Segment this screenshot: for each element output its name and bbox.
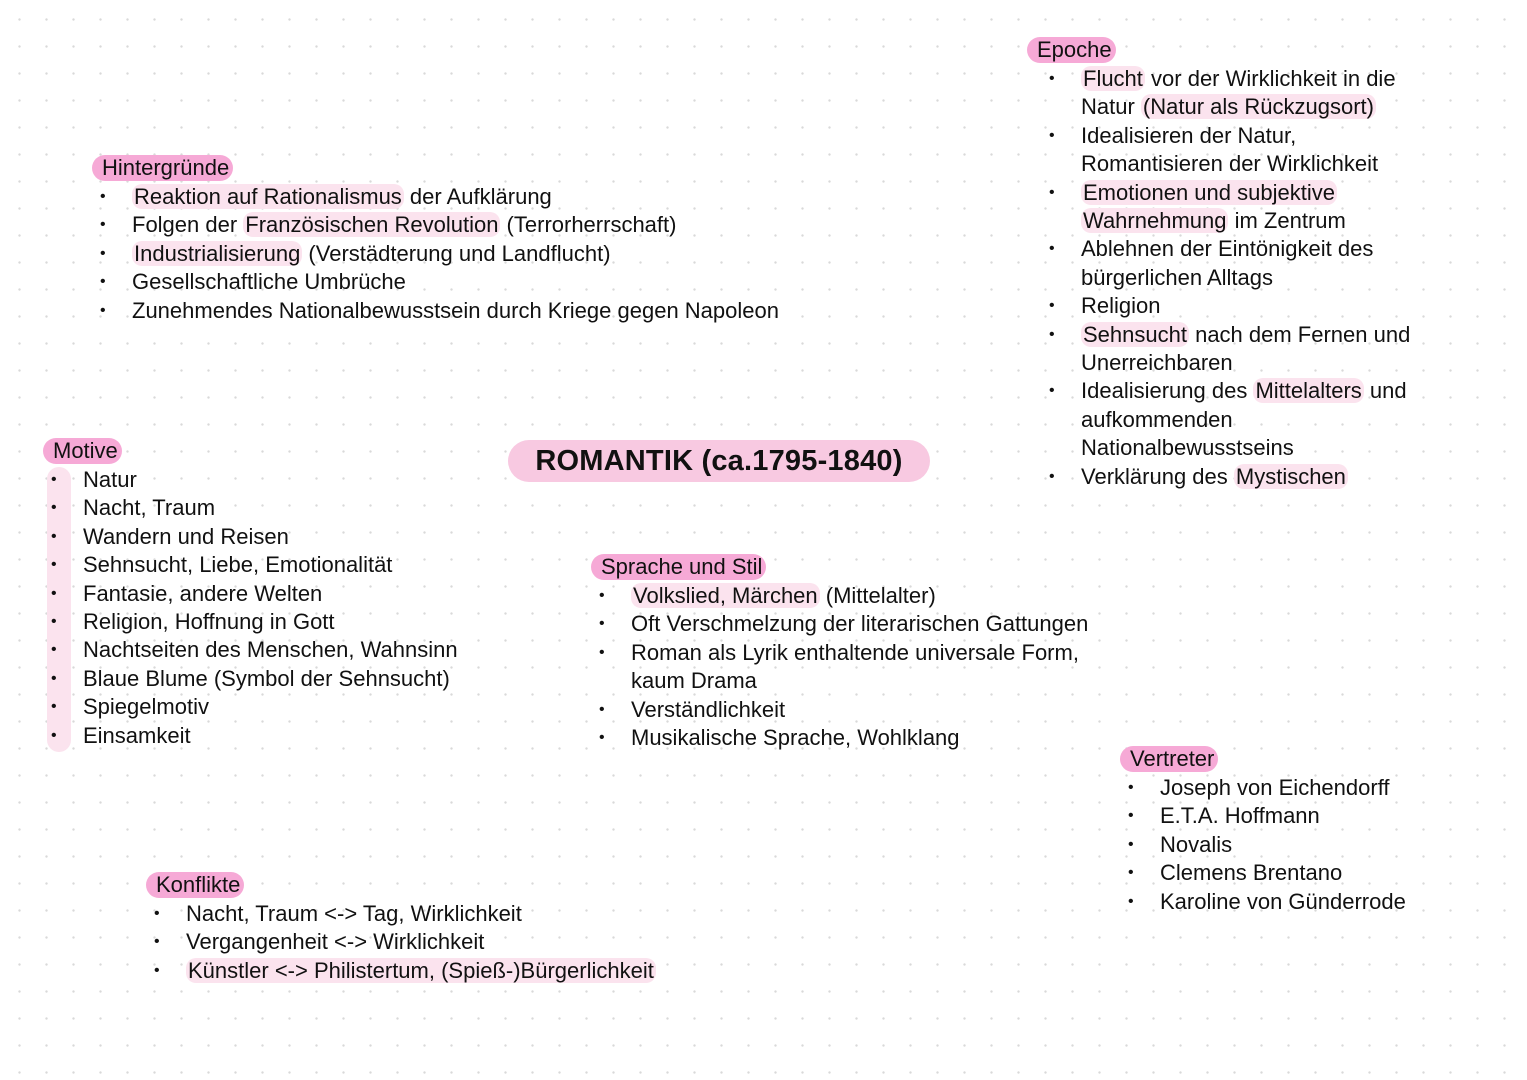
list-item: • Nacht, Traum <-> Tag, Wirklichkeit xyxy=(146,900,656,928)
list-item: • Roman als Lyrik enthaltende universale Form, kaum Drama xyxy=(591,639,1088,696)
heading-hintergruende: Hintergründe xyxy=(92,155,233,181)
page-title: ROMANTIK (ca.1795-1840) xyxy=(508,440,930,482)
list-sprache-und-stil xyxy=(591,582,1088,752)
list-item: • Nachtseiten des Menschen, Wahnsinn xyxy=(43,636,458,664)
list-item: • Joseph von Eichendorff xyxy=(1120,774,1406,802)
list-item: • Verständlichkeit xyxy=(591,696,1088,724)
list-hintergruende xyxy=(92,183,779,325)
list-item: • Einsamkeit xyxy=(43,722,458,750)
list-item: • Volkslied, Märchen (Mittelalter) xyxy=(591,582,1088,610)
heading-vertreter: Vertreter xyxy=(1120,746,1218,772)
section-hintergruende xyxy=(92,155,779,325)
section-epoche xyxy=(1027,37,1410,491)
section-konflikte xyxy=(146,872,656,985)
list-item: • Sehnsucht nach dem Fernen und Unerreichbaren xyxy=(1041,321,1410,378)
list-item: • Künstler <-> Philistertum, (Spieß-)Bürgerlichkeit xyxy=(146,957,656,985)
section-vertreter xyxy=(1120,746,1406,916)
list-item: • Fantasie, andere Welten xyxy=(43,580,458,608)
list-item: • Industrialisierung (Verstädterung und Landflucht) xyxy=(92,240,779,268)
list-item: • Gesellschaftliche Umbrüche xyxy=(92,268,779,296)
list-item: • Karoline von Günderrode xyxy=(1120,888,1406,916)
heading-sprache-und-stil: Sprache und Stil xyxy=(591,554,766,580)
list-motive xyxy=(43,466,458,750)
list-item: • Oft Verschmelzung der literarischen Gattungen xyxy=(591,610,1088,638)
list-item: • E.T.A. Hoffmann xyxy=(1120,802,1406,830)
list-item: • Spiegelmotiv xyxy=(43,693,458,721)
list-vertreter xyxy=(1120,774,1406,916)
list-item: • Sehnsucht, Liebe, Emotionalität xyxy=(43,551,458,579)
list-item: • Reaktion auf Rationalismus der Aufklärung xyxy=(92,183,779,211)
list-item: • Religion xyxy=(1041,292,1410,320)
list-item: • Nacht, Traum xyxy=(43,494,458,522)
list-item: • Clemens Brentano xyxy=(1120,859,1406,887)
list-konflikte xyxy=(146,900,656,985)
list-item: • Idealisieren der Natur, Romantisieren der Wirklichkeit xyxy=(1041,122,1410,179)
list-item: • Musikalische Sprache, Wohlklang xyxy=(591,724,1088,752)
list-item: • Novalis xyxy=(1120,831,1406,859)
list-item: • Natur xyxy=(43,466,458,494)
list-item: • Vergangenheit <-> Wirklichkeit xyxy=(146,928,656,956)
heading-epoche: Epoche xyxy=(1027,37,1116,63)
list-item: • Flucht vor der Wirklichkeit in die Natur (Natur als Rückzugsort) xyxy=(1041,65,1410,122)
heading-motive: Motive xyxy=(43,438,122,464)
section-motive xyxy=(43,438,458,750)
heading-konflikte: Konflikte xyxy=(146,872,244,898)
list-item: • Verklärung des Mystischen xyxy=(1041,463,1410,491)
list-item: • Zunehmendes Nationalbewusstsein durch Kriege gegen Napoleon xyxy=(92,297,779,325)
list-item: • Ablehnen der Eintönigkeit des bürgerlichen Alltags xyxy=(1041,235,1410,292)
list-item: • Blaue Blume (Symbol der Sehnsucht) xyxy=(43,665,458,693)
list-epoche xyxy=(1041,65,1410,491)
list-item: • Wandern und Reisen xyxy=(43,523,458,551)
list-item: • Emotionen und subjektive Wahrnehmung im Zentrum xyxy=(1041,179,1410,236)
list-item: • Folgen der Französischen Revolution (Terrorherrschaft) xyxy=(92,211,779,239)
list-item: • Religion, Hoffnung in Gott xyxy=(43,608,458,636)
list-item: • Idealisierung des Mittelalters und aufkommenden Nationalbewusstseins xyxy=(1041,377,1410,462)
section-sprache-und-stil xyxy=(591,554,1088,752)
